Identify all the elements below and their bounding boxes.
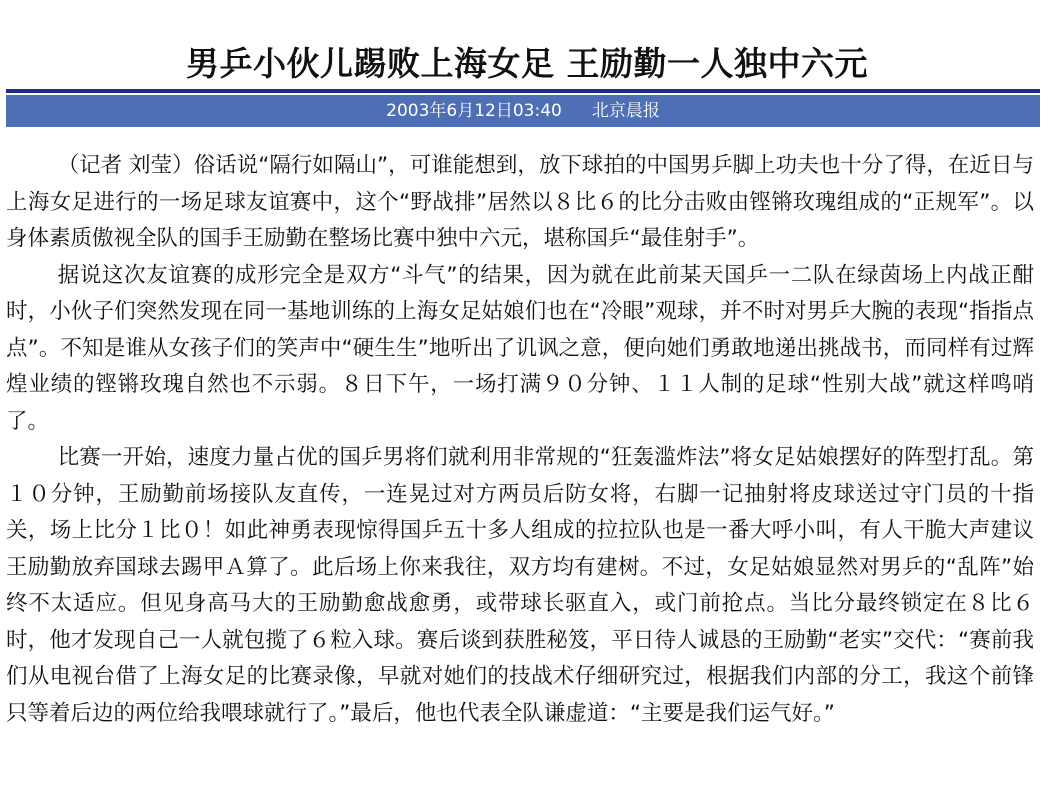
dateline-bar (6, 95, 1040, 127)
news-source: 北京晨报 (591, 101, 660, 121)
article-headline: 男乒小伙儿踢败上海女足 王励勤一人独中六元 (186, 44, 868, 84)
article-body (6, 148, 1034, 732)
publish-date: 2003年6月12日03:40 (386, 101, 562, 121)
headline-divider (6, 89, 1040, 93)
article-paragraph-2: 据说这次友谊赛的成形完全是双方“斗气”的结果，因为就在此前某天国乒一二队在绿茵场上内战正酣时，小伙子们突然发现在同一基地训练的上海女足姑娘们也在“冷眼”观球，并不时对男乒大腕的表现“指指点点”。不知是谁从女孩子们的笑声中“硬生生”地听出了讥讽之意，便向她们勇敢地递出挑战书，而同样有过辉煌业绩的铿锵玫瑰自然也不示弱。８日下午，一场打满９０分钟、１１人制的足球“性别大战”就这样鸣哨了。 (6, 262, 1034, 434)
article-paragraph-1: （记者 刘莹）俗话说“隔行如隔山”，可谁能想到，放下球拍的中国男乒脚上功夫也十分了得，在近日与上海女足进行的一场足球友谊赛中，这个“野战排”居然以８比６的比分击败由铿锵玫瑰组成的“正规军”。以身体素质傲视全队的国手王励勤在整场比赛中独中六元，堪称国乒“最佳射手”。 (6, 153, 1034, 251)
article-paragraph-3: 比赛一开始，速度力量占优的国乒男将们就利用非常规的“狂轰滥炸法”将女足姑娘摆好的阵型打乱。第１０分钟，王励勤前场接队友直传，一连晃过对方两员后防女将，右脚一记抽射将皮球送过守门员的十指关，场上比分１比０！如此神勇表现惊得国乒五十多人组成的拉拉队也是一番大呼小叫，有人干脆大声建议王励勤放弃国球去踢甲Ａ算了。此后场上你来我往，双方均有建树。不过，女足姑娘显然对男乒的“乱阵”始终不太适应。但见身高马大的王励勤愈战愈勇，或带球长驱直入，或门前抢点。当比分最终锁定在８比６时，他才发现自己一人就包揽了６粒入球。赛后谈到获胜秘笈，平日待人诚恳的王励勤“老实”交代：“赛前我们从电视台借了上海女足的比赛录像，早就对她们的技战术仔细研究过，根据我们内部的分工，我这个前锋只等着后边的两位给我喂球就行了。”最后，他也代表全队谦虚道：“主要是我们运气好。” (6, 445, 1034, 726)
